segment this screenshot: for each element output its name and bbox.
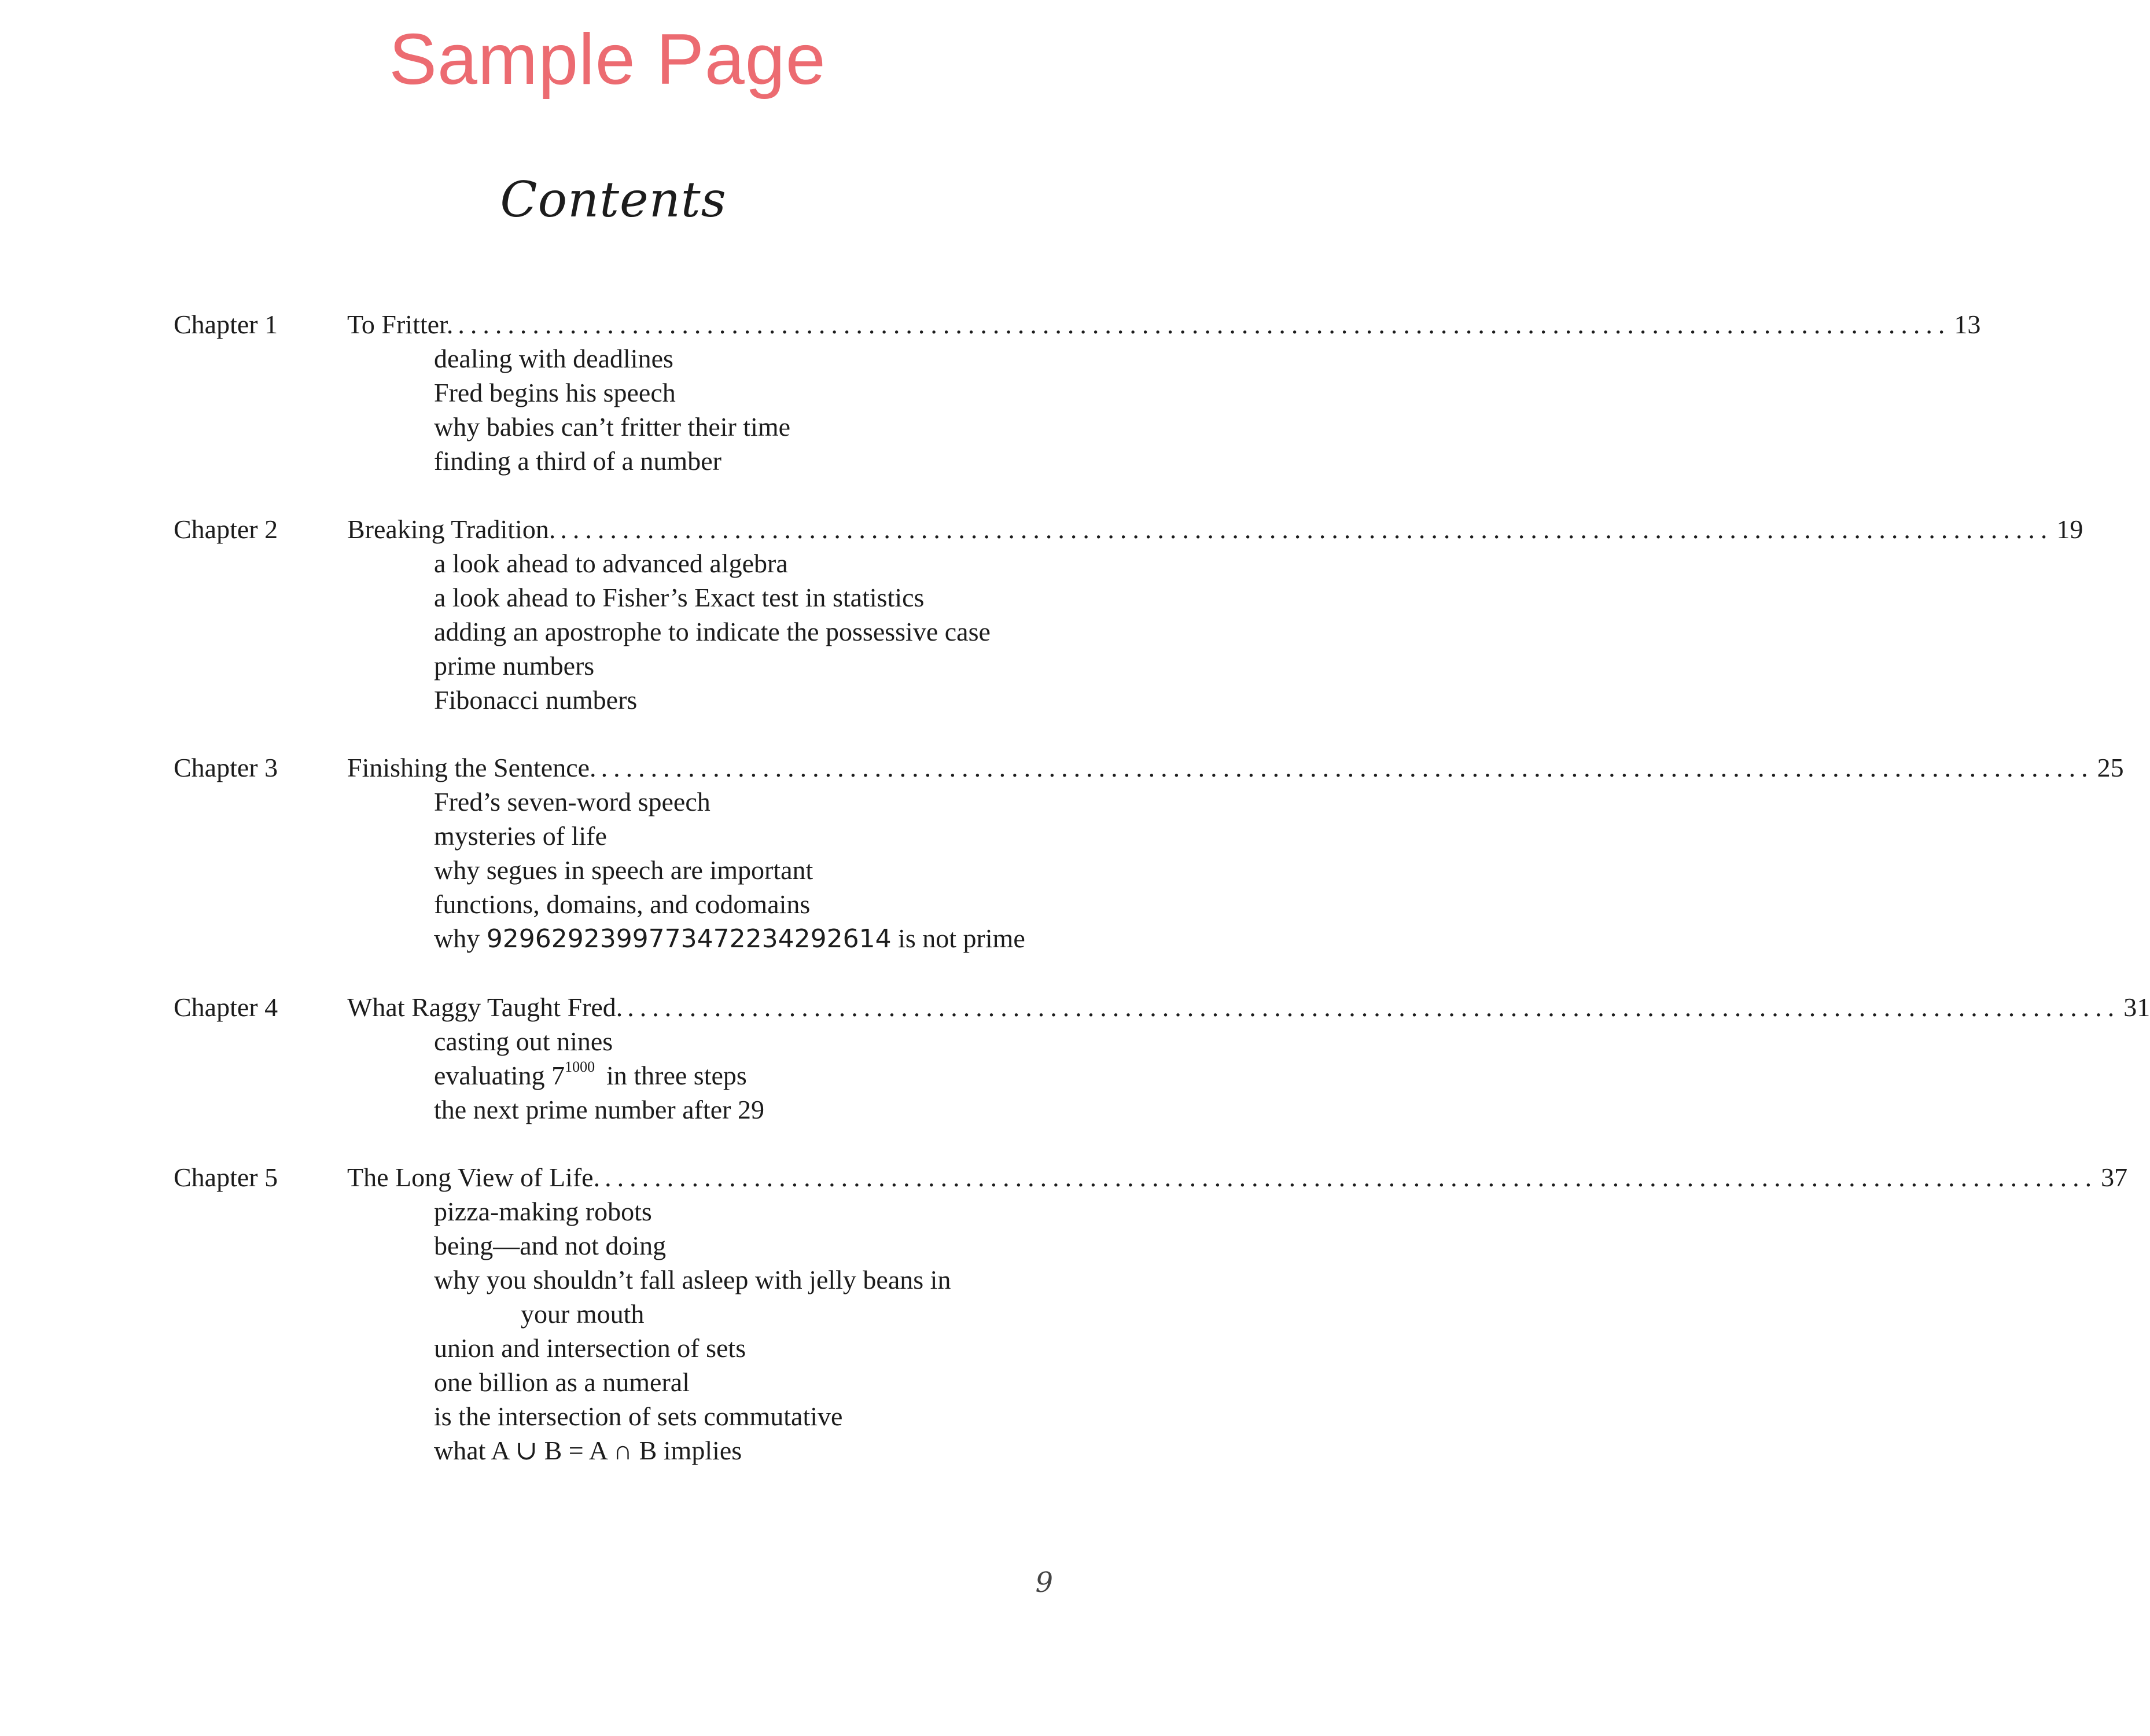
topic-item: a look ahead to Fisher’s Exact test in statistics: [434, 583, 925, 612]
chapter-5-entry: [174, 1160, 2128, 1467]
chapter-1-row: [174, 307, 1981, 341]
topic-item: casting out nines: [434, 1027, 613, 1056]
chapter-4-page-number[interactable]: 31: [2123, 992, 2150, 1022]
chapter-2-title[interactable]: Breaking Tradition.: [347, 514, 556, 544]
chapter-4-entry: [174, 990, 2150, 1127]
topic-item: prime numbers: [434, 651, 595, 681]
topic-item: the next prime number after 29: [434, 1095, 764, 1124]
chapter-2-dot-leader: ........................................................................................................................: [560, 514, 2053, 544]
topic-item: why segues in speech are important: [434, 855, 813, 885]
topic-item-power: [434, 1058, 1041, 1093]
topic-item: finding a third of a number: [434, 446, 721, 476]
topic-suffix: in three steps: [606, 1061, 747, 1090]
chapter-4-title[interactable]: What Raggy Taught Fred.: [347, 992, 623, 1022]
topic-item: Fred’s seven-word speech: [434, 787, 710, 816]
chapter-3-dot-leader: ........................................................................................................................: [601, 753, 2094, 782]
topic-item: adding an apostrophe to indicate the possessive case: [434, 617, 991, 646]
topic-item-large-number: [434, 921, 1041, 955]
chapter-5-dot-leader: ........................................................................................................................: [605, 1163, 2098, 1192]
chapter-1-title[interactable]: To Fritter.: [347, 310, 454, 339]
chapter-5-row: [174, 1160, 2128, 1194]
chapter-3-page-number[interactable]: 25: [2097, 753, 2124, 782]
topic-item: union and intersection of sets: [434, 1333, 746, 1363]
chapter-1-entry: [174, 307, 1981, 478]
chapter-4-row: [174, 990, 2150, 1024]
chapter-2-label: Chapter 2: [174, 514, 278, 544]
topic-prefix: why: [434, 924, 487, 953]
topic-item: being—and not doing: [434, 1231, 667, 1260]
topic-prefix: evaluating 7: [434, 1061, 565, 1090]
chapter-1-label: Chapter 1: [174, 310, 278, 339]
chapter-5-title[interactable]: The Long View of Life.: [347, 1163, 601, 1192]
chapter-1-topics: [174, 341, 1041, 478]
topic-suffix: is not prime: [891, 924, 1025, 953]
topic-item: dealing with deadlines: [434, 344, 673, 373]
page-number: 9: [1035, 1566, 1053, 1599]
topic-item: why you shouldn’t fall asleep with jelly beans in: [434, 1265, 951, 1294]
chapter-3-entry: [174, 751, 2124, 955]
chapter-2-row: [174, 512, 2083, 546]
topic-item: what A ∪ B = A ∩ B implies: [434, 1436, 742, 1465]
topic-item: one billion as a numeral: [434, 1367, 690, 1397]
topic-item: a look ahead to advanced algebra: [434, 549, 788, 578]
topic-item: mysteries of life: [434, 821, 607, 851]
sample-page-watermark: Sample Page: [389, 20, 826, 100]
topic-item: Fibonacci numbers: [434, 685, 638, 715]
chapter-3-row: [174, 751, 2124, 785]
chapter-3-topics: [174, 785, 1041, 955]
topic-item: why babies can’t fritter their time: [434, 412, 791, 442]
chapter-4-topics: [174, 1024, 1041, 1127]
topic-item: Fred begins his speech: [434, 378, 676, 407]
exponent: 1000: [565, 1058, 595, 1075]
chapter-5-page-number[interactable]: 37: [2101, 1163, 2128, 1192]
contents-heading: Contents: [500, 171, 727, 228]
chapter-5-label: Chapter 5: [174, 1163, 278, 1192]
chapter-5-topics: [174, 1194, 1041, 1467]
topic-item: is the intersection of sets commutative: [434, 1402, 843, 1431]
topic-continuation: your mouth: [521, 1299, 645, 1329]
chapter-4-label: Chapter 4: [174, 992, 278, 1022]
chapter-2-page-number[interactable]: 19: [2056, 514, 2083, 544]
chapter-3-title[interactable]: Finishing the Sentence.: [347, 753, 597, 782]
chapter-3-label: Chapter 3: [174, 753, 278, 782]
chapter-4-dot-leader: ........................................................................................................................: [627, 992, 2120, 1022]
topic-item: functions, domains, and codomains: [434, 889, 811, 919]
large-number: 9296292399773472234292614: [486, 924, 892, 954]
chapter-2-topics: [174, 546, 1041, 717]
chapter-1-page-number[interactable]: 13: [1954, 310, 1981, 339]
chapter-2-entry: [174, 512, 2083, 717]
topic-item: pizza-making robots: [434, 1197, 652, 1226]
chapter-1-dot-leader: ........................................................................................................................: [458, 310, 1951, 339]
